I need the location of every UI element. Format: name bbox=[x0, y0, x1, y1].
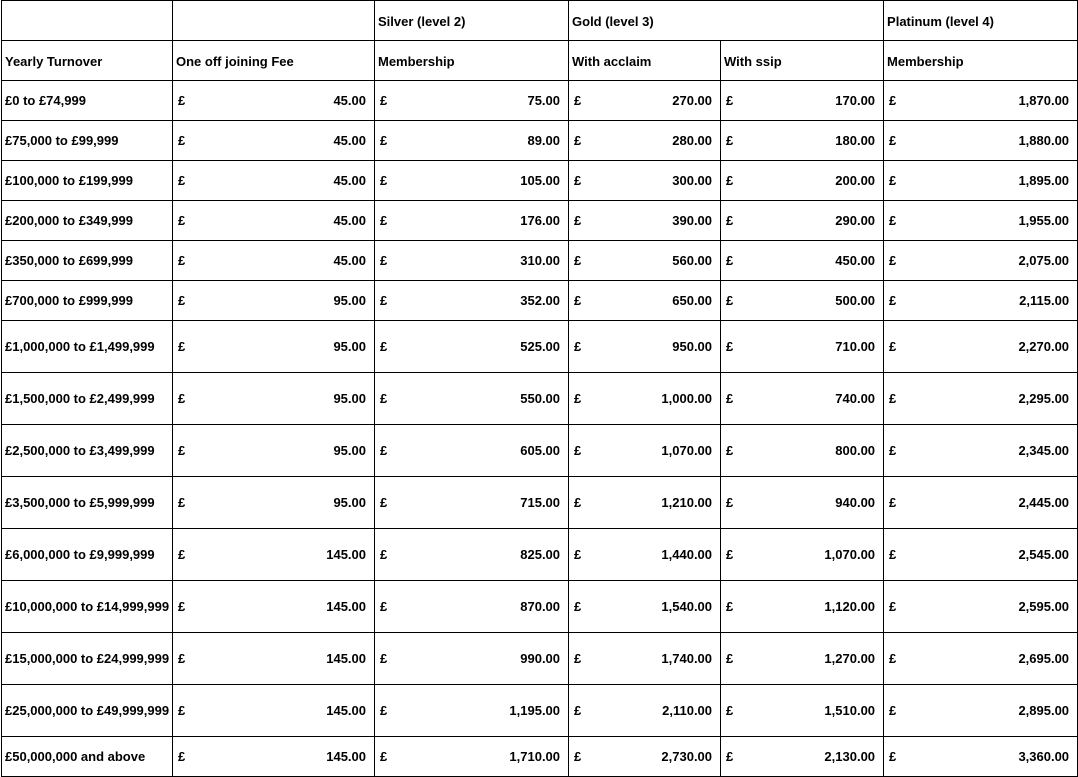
gold-acclaim-amount: 280.00 bbox=[591, 121, 721, 161]
currency-symbol: £ bbox=[884, 121, 906, 161]
currency-symbol: £ bbox=[721, 529, 743, 581]
currency-symbol: £ bbox=[173, 373, 195, 425]
table-row bbox=[2, 121, 1078, 161]
gold-ssip-amount: 800.00 bbox=[743, 425, 884, 477]
platinum-amount: 1,955.00 bbox=[906, 201, 1078, 241]
silver-amount: 89.00 bbox=[397, 121, 569, 161]
currency-symbol: £ bbox=[375, 633, 397, 685]
gold-acclaim-amount: 1,000.00 bbox=[591, 373, 721, 425]
gold-acclaim-amount: 650.00 bbox=[591, 281, 721, 321]
currency-symbol: £ bbox=[721, 685, 743, 737]
table-row bbox=[2, 633, 1078, 685]
fee-amount: 45.00 bbox=[195, 121, 375, 161]
gold-ssip-amount: 500.00 bbox=[743, 281, 884, 321]
header-blank-turnover bbox=[2, 1, 173, 41]
table-body bbox=[2, 1, 1078, 777]
platinum-amount: 2,895.00 bbox=[906, 685, 1078, 737]
currency-symbol: £ bbox=[569, 241, 591, 281]
gold-acclaim-amount: 1,070.00 bbox=[591, 425, 721, 477]
gold-ssip-amount: 290.00 bbox=[743, 201, 884, 241]
gold-acclaim-amount: 2,110.00 bbox=[591, 685, 721, 737]
platinum-amount: 2,595.00 bbox=[906, 581, 1078, 633]
platinum-amount: 2,115.00 bbox=[906, 281, 1078, 321]
currency-symbol: £ bbox=[569, 633, 591, 685]
col-header-turnover: Yearly Turnover bbox=[2, 41, 173, 81]
currency-symbol: £ bbox=[375, 373, 397, 425]
currency-symbol: £ bbox=[721, 425, 743, 477]
currency-symbol: £ bbox=[173, 737, 195, 777]
fee-amount: 145.00 bbox=[195, 581, 375, 633]
currency-symbol: £ bbox=[884, 241, 906, 281]
gold-ssip-amount: 1,510.00 bbox=[743, 685, 884, 737]
platinum-amount: 2,695.00 bbox=[906, 633, 1078, 685]
silver-amount: 75.00 bbox=[397, 81, 569, 121]
column-header-row bbox=[2, 41, 1078, 81]
silver-amount: 1,710.00 bbox=[397, 737, 569, 777]
currency-symbol: £ bbox=[721, 241, 743, 281]
currency-symbol: £ bbox=[375, 685, 397, 737]
table-row bbox=[2, 161, 1078, 201]
fee-amount: 45.00 bbox=[195, 81, 375, 121]
currency-symbol: £ bbox=[173, 477, 195, 529]
pricing-table bbox=[1, 0, 1078, 777]
currency-symbol: £ bbox=[173, 581, 195, 633]
fee-amount: 145.00 bbox=[195, 633, 375, 685]
gold-acclaim-amount: 270.00 bbox=[591, 81, 721, 121]
currency-symbol: £ bbox=[569, 529, 591, 581]
platinum-amount: 1,870.00 bbox=[906, 81, 1078, 121]
silver-amount: 352.00 bbox=[397, 281, 569, 321]
currency-symbol: £ bbox=[884, 633, 906, 685]
col-header-platinum-membership: Membership bbox=[884, 41, 1078, 81]
turnover-cell: £25,000,000 to £49,999,999 bbox=[2, 685, 173, 737]
platinum-amount: 2,295.00 bbox=[906, 373, 1078, 425]
currency-symbol: £ bbox=[173, 425, 195, 477]
currency-symbol: £ bbox=[173, 201, 195, 241]
currency-symbol: £ bbox=[884, 281, 906, 321]
gold-acclaim-amount: 390.00 bbox=[591, 201, 721, 241]
silver-amount: 525.00 bbox=[397, 321, 569, 373]
currency-symbol: £ bbox=[569, 161, 591, 201]
gold-ssip-amount: 450.00 bbox=[743, 241, 884, 281]
table-row bbox=[2, 581, 1078, 633]
gold-acclaim-amount: 1,210.00 bbox=[591, 477, 721, 529]
currency-symbol: £ bbox=[173, 321, 195, 373]
fee-amount: 45.00 bbox=[195, 201, 375, 241]
gold-acclaim-amount: 1,540.00 bbox=[591, 581, 721, 633]
table-row bbox=[2, 477, 1078, 529]
fee-amount: 95.00 bbox=[195, 281, 375, 321]
fee-amount: 95.00 bbox=[195, 477, 375, 529]
currency-symbol: £ bbox=[375, 581, 397, 633]
turnover-cell: £1,500,000 to £2,499,999 bbox=[2, 373, 173, 425]
col-header-joining-fee: One off joining Fee bbox=[173, 41, 375, 81]
currency-symbol: £ bbox=[884, 201, 906, 241]
gold-ssip-amount: 2,130.00 bbox=[743, 737, 884, 777]
silver-amount: 176.00 bbox=[397, 201, 569, 241]
currency-symbol: £ bbox=[884, 477, 906, 529]
currency-symbol: £ bbox=[569, 321, 591, 373]
currency-symbol: £ bbox=[569, 81, 591, 121]
gold-acclaim-amount: 560.00 bbox=[591, 241, 721, 281]
gold-ssip-amount: 940.00 bbox=[743, 477, 884, 529]
currency-symbol: £ bbox=[173, 241, 195, 281]
turnover-cell: £100,000 to £199,999 bbox=[2, 161, 173, 201]
silver-amount: 870.00 bbox=[397, 581, 569, 633]
currency-symbol: £ bbox=[569, 685, 591, 737]
turnover-cell: £10,000,000 to £14,999,999 bbox=[2, 581, 173, 633]
currency-symbol: £ bbox=[173, 81, 195, 121]
platinum-amount: 3,360.00 bbox=[906, 737, 1078, 777]
currency-symbol: £ bbox=[173, 121, 195, 161]
currency-symbol: £ bbox=[721, 201, 743, 241]
gold-acclaim-amount: 1,740.00 bbox=[591, 633, 721, 685]
fee-amount: 145.00 bbox=[195, 737, 375, 777]
silver-amount: 605.00 bbox=[397, 425, 569, 477]
turnover-cell: £50,000,000 and above bbox=[2, 737, 173, 777]
currency-symbol: £ bbox=[569, 281, 591, 321]
currency-symbol: £ bbox=[569, 121, 591, 161]
currency-symbol: £ bbox=[721, 737, 743, 777]
turnover-cell: £1,000,000 to £1,499,999 bbox=[2, 321, 173, 373]
table-row bbox=[2, 81, 1078, 121]
gold-ssip-amount: 1,120.00 bbox=[743, 581, 884, 633]
currency-symbol: £ bbox=[569, 373, 591, 425]
gold-ssip-amount: 200.00 bbox=[743, 161, 884, 201]
turnover-cell: £15,000,000 to £24,999,999 bbox=[2, 633, 173, 685]
gold-ssip-amount: 710.00 bbox=[743, 321, 884, 373]
currency-symbol: £ bbox=[884, 529, 906, 581]
platinum-amount: 2,545.00 bbox=[906, 529, 1078, 581]
platinum-amount: 1,880.00 bbox=[906, 121, 1078, 161]
table-row bbox=[2, 529, 1078, 581]
currency-symbol: £ bbox=[569, 425, 591, 477]
currency-symbol: £ bbox=[375, 529, 397, 581]
gold-acclaim-amount: 2,730.00 bbox=[591, 737, 721, 777]
fee-amount: 45.00 bbox=[195, 241, 375, 281]
currency-symbol: £ bbox=[884, 737, 906, 777]
currency-symbol: £ bbox=[173, 281, 195, 321]
col-header-silver-membership: Membership bbox=[375, 41, 569, 81]
currency-symbol: £ bbox=[721, 281, 743, 321]
turnover-cell: £2,500,000 to £3,499,999 bbox=[2, 425, 173, 477]
silver-amount: 715.00 bbox=[397, 477, 569, 529]
fee-amount: 95.00 bbox=[195, 373, 375, 425]
platinum-amount: 1,895.00 bbox=[906, 161, 1078, 201]
gold-ssip-amount: 1,270.00 bbox=[743, 633, 884, 685]
silver-amount: 550.00 bbox=[397, 373, 569, 425]
currency-symbol: £ bbox=[884, 373, 906, 425]
table-row bbox=[2, 281, 1078, 321]
silver-amount: 310.00 bbox=[397, 241, 569, 281]
currency-symbol: £ bbox=[375, 161, 397, 201]
gold-ssip-amount: 1,070.00 bbox=[743, 529, 884, 581]
turnover-cell: £700,000 to £999,999 bbox=[2, 281, 173, 321]
table-row bbox=[2, 425, 1078, 477]
currency-symbol: £ bbox=[375, 321, 397, 373]
table-row bbox=[2, 685, 1078, 737]
table-row bbox=[2, 737, 1078, 777]
tier-header-row bbox=[2, 1, 1078, 41]
platinum-amount: 2,075.00 bbox=[906, 241, 1078, 281]
currency-symbol: £ bbox=[173, 161, 195, 201]
currency-symbol: £ bbox=[375, 81, 397, 121]
silver-amount: 825.00 bbox=[397, 529, 569, 581]
tier-platinum-header: Platinum (level 4) bbox=[884, 1, 1078, 41]
currency-symbol: £ bbox=[721, 373, 743, 425]
currency-symbol: £ bbox=[569, 201, 591, 241]
turnover-cell: £0 to £74,999 bbox=[2, 81, 173, 121]
turnover-cell: £75,000 to £99,999 bbox=[2, 121, 173, 161]
platinum-amount: 2,345.00 bbox=[906, 425, 1078, 477]
fee-amount: 95.00 bbox=[195, 321, 375, 373]
fee-amount: 145.00 bbox=[195, 685, 375, 737]
turnover-cell: £350,000 to £699,999 bbox=[2, 241, 173, 281]
gold-ssip-amount: 180.00 bbox=[743, 121, 884, 161]
currency-symbol: £ bbox=[884, 581, 906, 633]
silver-amount: 990.00 bbox=[397, 633, 569, 685]
gold-ssip-amount: 170.00 bbox=[743, 81, 884, 121]
currency-symbol: £ bbox=[375, 201, 397, 241]
currency-symbol: £ bbox=[569, 737, 591, 777]
currency-symbol: £ bbox=[884, 425, 906, 477]
currency-symbol: £ bbox=[375, 425, 397, 477]
currency-symbol: £ bbox=[173, 633, 195, 685]
currency-symbol: £ bbox=[721, 321, 743, 373]
tier-gold-header: Gold (level 3) bbox=[569, 1, 884, 41]
gold-acclaim-amount: 950.00 bbox=[591, 321, 721, 373]
currency-symbol: £ bbox=[375, 737, 397, 777]
currency-symbol: £ bbox=[375, 477, 397, 529]
currency-symbol: £ bbox=[375, 281, 397, 321]
table-row bbox=[2, 321, 1078, 373]
currency-symbol: £ bbox=[721, 161, 743, 201]
platinum-amount: 2,270.00 bbox=[906, 321, 1078, 373]
silver-amount: 105.00 bbox=[397, 161, 569, 201]
currency-symbol: £ bbox=[721, 581, 743, 633]
currency-symbol: £ bbox=[375, 241, 397, 281]
currency-symbol: £ bbox=[884, 161, 906, 201]
header-blank-fee bbox=[173, 1, 375, 41]
gold-ssip-amount: 740.00 bbox=[743, 373, 884, 425]
silver-amount: 1,195.00 bbox=[397, 685, 569, 737]
currency-symbol: £ bbox=[721, 633, 743, 685]
turnover-cell: £6,000,000 to £9,999,999 bbox=[2, 529, 173, 581]
turnover-cell: £3,500,000 to £5,999,999 bbox=[2, 477, 173, 529]
currency-symbol: £ bbox=[569, 581, 591, 633]
platinum-amount: 2,445.00 bbox=[906, 477, 1078, 529]
currency-symbol: £ bbox=[721, 81, 743, 121]
turnover-cell: £200,000 to £349,999 bbox=[2, 201, 173, 241]
currency-symbol: £ bbox=[884, 321, 906, 373]
fee-amount: 45.00 bbox=[195, 161, 375, 201]
col-header-gold-ssip: With ssip bbox=[721, 41, 884, 81]
table-row bbox=[2, 201, 1078, 241]
currency-symbol: £ bbox=[721, 121, 743, 161]
tier-silver-header: Silver (level 2) bbox=[375, 1, 569, 41]
fee-amount: 145.00 bbox=[195, 529, 375, 581]
gold-acclaim-amount: 300.00 bbox=[591, 161, 721, 201]
currency-symbol: £ bbox=[375, 121, 397, 161]
currency-symbol: £ bbox=[884, 81, 906, 121]
fee-amount: 95.00 bbox=[195, 425, 375, 477]
currency-symbol: £ bbox=[721, 477, 743, 529]
gold-acclaim-amount: 1,440.00 bbox=[591, 529, 721, 581]
table-row bbox=[2, 373, 1078, 425]
currency-symbol: £ bbox=[173, 685, 195, 737]
col-header-gold-acclaim: With acclaim bbox=[569, 41, 721, 81]
table-row bbox=[2, 241, 1078, 281]
currency-symbol: £ bbox=[173, 529, 195, 581]
currency-symbol: £ bbox=[569, 477, 591, 529]
currency-symbol: £ bbox=[884, 685, 906, 737]
